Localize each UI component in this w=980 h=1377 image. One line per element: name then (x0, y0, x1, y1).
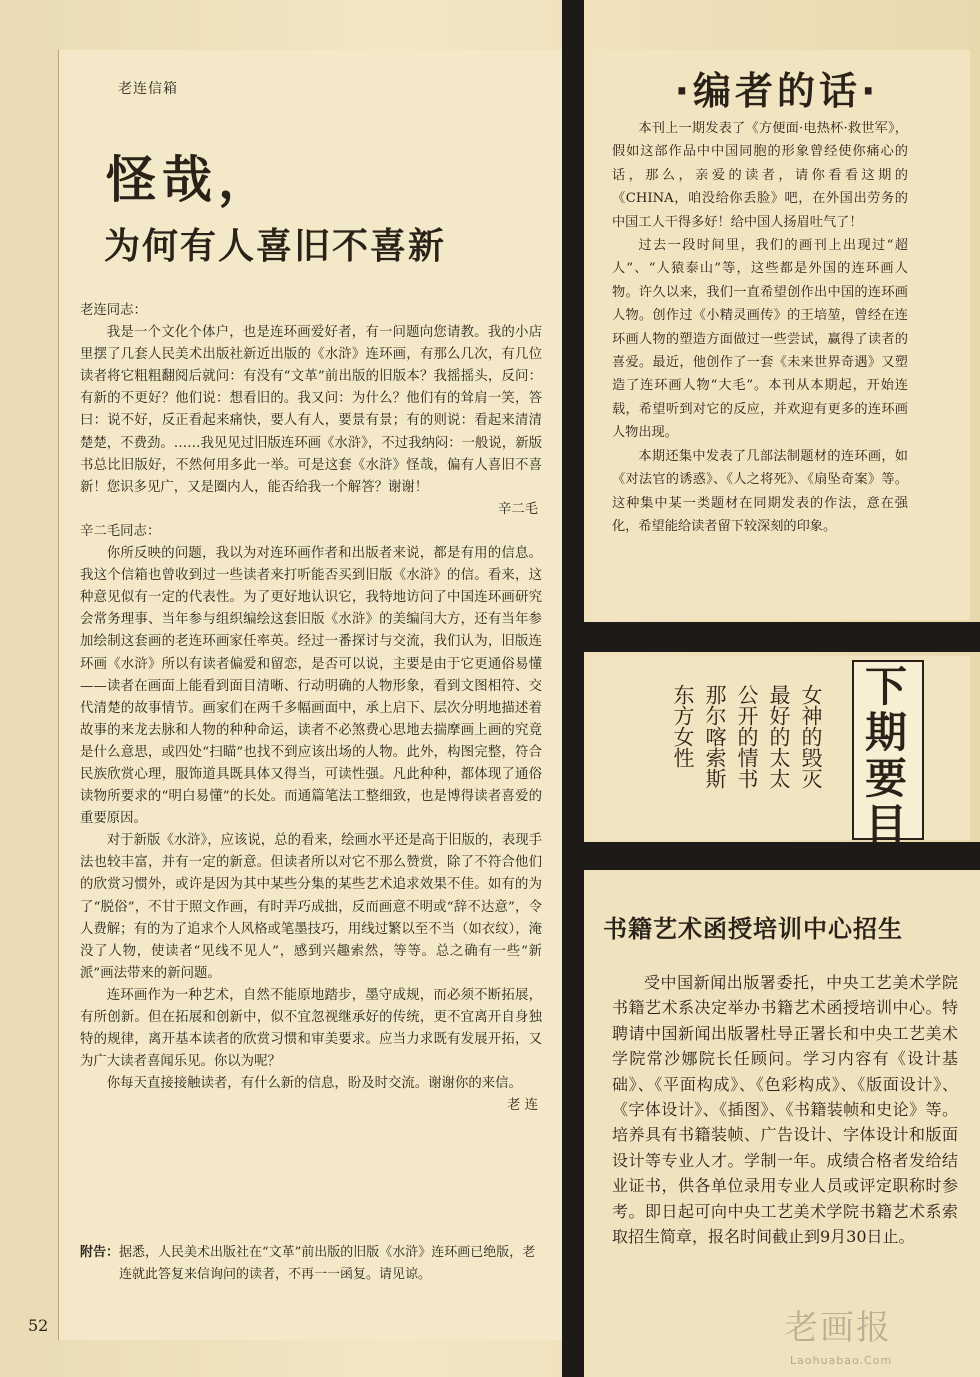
training-ad-text: 受中国新闻出版署委托，中央工艺美术学院书籍艺术系决定举办书籍艺术函授培训中心。特聘请中国新闻出版署杜导正署长和中央工艺美术学院常沙娜院长任顾问。学习内容有《设计基础》、《平面构成》、《色彩构成》、《版面设计》、《字体设计》、《插图》、《书籍装帧和史论》等。培养具有书籍装帧、广告设计、字体设计和版面设计等专业人才。学制一年。成绩合格者发给结业证书，供各单位录用专业人员或评定职称时参考。即日起可向中央工艺美术学院书籍艺术系索取招生简章，报名时间截止到9月30日止。 (612, 973, 958, 1247)
next-issue-list (670, 684, 824, 789)
postscript-note (80, 1242, 542, 1286)
editor-paragraph-3: 本期还集中发表了几部法制题材的连环画，如《对法官的诱惑》、《人之将死》、《扇坠奇案》等。这种集中某一类题材在同期发表的作法，意在强化，希望能给读者留下较深刻的印象。 (612, 448, 908, 534)
next-issue-heading: 下期要目 (864, 662, 907, 849)
postscript-text: 据悉，人民美术出版社在“文革”前出版的旧版《水浒》连环画已绝版，老连就此答复来信询问的读者，不再一一函复。请见谅。 (119, 1245, 536, 1282)
watermark-logo: 老画报 (784, 1308, 892, 1348)
letter2-signature: 老 连 (506, 1098, 538, 1114)
page-number: 52 (28, 1316, 49, 1335)
column-label: 老连信箱 (118, 81, 178, 97)
letters-body (80, 300, 542, 1117)
letter1-body: 我是一个文化个体户，也是连环画爱好者，有一问题向您请教。我的小店里摆了几套人民美术出版社新近出版的《水浒》连环画，有那么几次，有几位读者将它粗粗翻阅后就问：有没有“文革”前出版的旧版本？我摇摇头，反问：有新的不更好？他们说：想看旧的。我又问：为什么？他们有的耸肩一笑，答曰：说不好，反正看起来痛快，要人有人，要景有景；有的则说：看起来清清楚楚，不费劲。……我见见过旧版连环画《水浒》，不过我纳闷：一般说，新版书总比旧版好，不然何用多此一举。可是这套《水浒》怪哉，偏有人喜旧不喜新！您识多见广，又是圈内人，能否给我一个解答？谢谢！ (80, 325, 542, 495)
letter2-paragraph-2: 对于新版《水浒》，应该说，总的看来，绘画水平还是高于旧版的，表现手法也较丰富，并有一定的新意。但读者所以对它不那么赞赏，除了不符合他们的欣赏习惯外，或许是因为其中某些分集的某些艺术追求效果不佳。如有的为了“脱俗”，不甘于照文作画，有时弄巧成拙，反而画意不明或“辞不达意”，令人费解；有的为了追求个人风格或笔墨技巧，用线过繁以至不当（如衣纹），淹没了人物，使读者“见线不见人”，感到兴趣索然，等等。总之确有一些“新派”画法带来的新问题。 (80, 833, 542, 981)
divider-vertical-band (562, 0, 584, 1377)
letter1-salutation: 老连同志： (80, 303, 147, 318)
letter2-paragraph-4: 你每天直接接触读者，有什么新的信息，盼及时交流。谢谢你的来信。 (106, 1076, 522, 1092)
next-issue-item: 最好的太太 (767, 684, 791, 789)
letter2-salutation: 辛二毛同志： (80, 523, 161, 539)
letter2-paragraph-3: 连环画作为一种艺术，自然不能原地踏步，墨守成规，而必须不断拓展，有所创新。但在拓展和创新中，似不宜忽视继承好的传统，更不宜离开自身独特的规律，离开基本读者的欣赏习惯和审美要求。应当力求既有发展开拓，又为广大读者喜闻乐见。你以为呢？ (80, 987, 542, 1070)
editor-paragraph-1: 本刊上一期发表了《方便面·电热杯·救世军》，假如这部作品中中国同胞的形象曾经使你痛心的话，那么，亲爱的读者，请你看看这期的《CHINA，咱没给你丢脸》吧，在外国出劳务的中国工人干得多好！给中国人扬眉吐气了！ (612, 121, 908, 230)
editor-note-title: ·编者的话· (674, 69, 880, 113)
divider-band-lower (562, 842, 980, 870)
headline-main: 怪哉， (106, 151, 274, 209)
next-issue-item: 东方女性 (671, 684, 695, 768)
editor-note-body (612, 117, 908, 538)
next-issue-item: 那尔喀索斯 (703, 684, 727, 789)
headline-sub: 为何有人喜旧不喜新 (104, 226, 447, 267)
watermark-url: Laohuabao.Com (790, 1354, 893, 1367)
next-issue-item: 公开的情书 (735, 684, 759, 789)
editor-paragraph-2: 过去一段时间里，我们的画刊上出现过“超人”、“人猿泰山”等，这些都是外国的连环画人物。许久以来，我们一直希望创作出中国的连环画人物。创作过《小精灵画传》的王培堃，曾经在连环画人物的塑造方面做过一些尝试，赢得了读者的喜爱。最近，他创作了一套《未来世界奇遇》又塑造了连环画人物“大毛”。本刊从本期起，开始连载，希望听到对它的反应，并欢迎有更多的连环画人物出现。 (612, 238, 908, 441)
letter1-signature: 辛二毛 (497, 501, 538, 517)
postscript-label: 附告： (80, 1245, 120, 1260)
training-ad-body (612, 970, 958, 1249)
divider-band-upper (562, 622, 980, 652)
next-issue-item: 女神的毁灭 (799, 684, 823, 789)
training-ad-title: 书籍艺术函授培训中心招生 (603, 915, 903, 943)
letter2-paragraph-1: 你所反映的问题，我以为对连环画作者和出版者来说，都是有用的信息。我这个信箱也曾收到过一些读者来打听能否买到旧版《水浒》的信。看来，这种意见似有一定的代表性。为了更好地认识它，我特地访问了中国连环画研究会常务理事、当年参与组织编绘这套旧版《水浒》的美编闫大方，还有当年参加绘制这套画的老连环画家任率英。经过一番探讨与交流，我们认为，旧版连环画《水浒》所以有读者偏爱和留恋，是否可以说，主要是由于它更通俗易懂——读者在画面上能看到面目清晰、行动明确的人物形象，看到文图相符、交代清楚的故事情节。画家们在两千多幅画面中，承上启下、层次分明地描述着故事的来龙去脉和人物的种种命运，读者不必煞费心思地去揣摩画上画的究竟是什么意思，或四处“扫瞄”也找不到应该出场的人物。此外，构图完整，符合民族欣赏心理，服饰道具既具体又得当，可读性强。凡此种种，都体现了通俗读物所要求的“明白易懂”的长处。而通篇笔法工整细致，也是博得读者喜爱的重要原因。 (80, 546, 542, 827)
